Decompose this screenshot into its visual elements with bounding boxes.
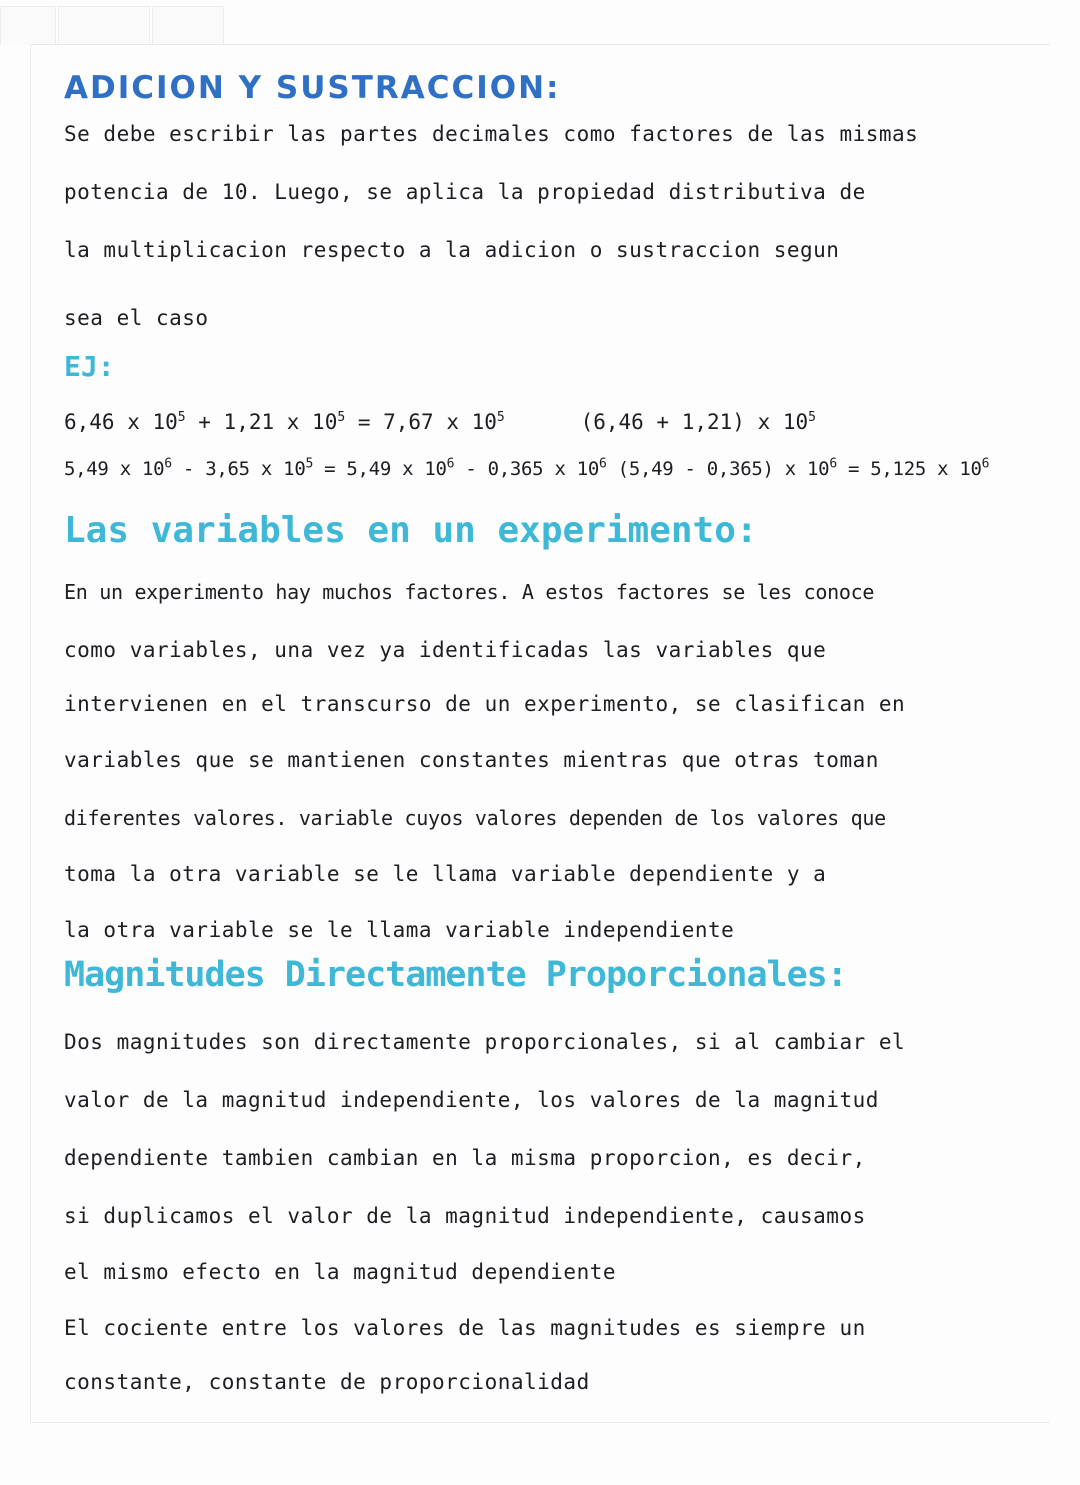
page-border-bottom [30,1422,1050,1423]
equation-term: + 1,21 x 10 [185,410,338,434]
page-tab [58,6,150,45]
exponent: 6 [981,456,990,472]
text-line: si duplicamos el valor de la magnitud independiente, causamos [64,1204,866,1228]
equation-term: (5,49 - 0,365) x 10 [606,458,830,480]
text-line: la otra variable se le llama variable independiente [64,918,735,942]
equation-term: = 5,125 x 10 [836,458,982,480]
text-line: valor de la magnitud independiente, los valores de la magnitud [64,1088,879,1112]
text-line: constante, constante de proporcionalidad [64,1370,590,1394]
exponent: 6 [829,456,837,472]
equation-term: (6,46 + 1,21) x 10 [504,410,809,434]
page-border-top [30,44,1050,45]
equation-term: = 5,49 x 10 [313,458,447,480]
exponent: 5 [177,410,186,425]
text-line: Dos magnitudes son directamente proporcionales, si al cambiar el [64,1030,906,1054]
exponent: 5 [808,410,816,425]
exponent: 5 [305,456,313,472]
exponent: 5 [337,410,346,425]
exponent: 6 [599,456,607,472]
exponent: 6 [164,456,172,472]
text-line: potencia de 10. Luego, se aplica la propiedad distributiva de [64,180,866,204]
text-line: El cociente entre los valores de las magnitudes es siempre un [64,1316,866,1340]
text-line: En un experimento hay muchos factores. A estos factores se les conoce [64,580,875,604]
equation-term: 5,49 x 10 [64,458,165,480]
heading-ejemplo: EJ: [64,350,115,383]
text-line: Se debe escribir las partes decimales como factores de las mismas [64,122,919,146]
heading-adicion-sustraccion: ADICION Y SUSTRACCION: [64,70,561,106]
page-tab [152,6,224,45]
text-line: el mismo efecto en la magnitud dependiente [64,1260,617,1284]
text-line: variables que se mantienen constantes mientras que otras toman [64,748,879,772]
text-line: la multiplicacion respecto a la adicion o sustraccion segun [64,238,840,262]
text-line: sea el caso [64,306,209,330]
text-line: dependiente tambien cambian en la misma proporcion, es decir, [64,1146,866,1170]
text-line: diferentes valores. variable cuyos valores dependen de los valores que [64,806,886,830]
equation-term: 6,46 x 10 [64,410,178,434]
page-border-left [30,44,31,1423]
heading-variables-experimento: Las variables en un experimento: [64,510,758,551]
text-line: como variables, una vez ya identificadas las variables que [64,638,827,662]
equation-term: - 3,65 x 10 [171,458,306,480]
equation-term: = 7,67 x 10 [345,410,497,434]
text-line: toma la otra variable se le llama variable dependiente y a [64,862,827,886]
exponent: 6 [446,456,455,472]
page-tab [0,6,56,45]
text-line: intervienen en el transcurso de un experimento, se clasifican en [64,692,906,716]
equation-term: - 0,365 x 10 [454,458,600,480]
heading-magnitudes-proporcionales: Magnitudes Directamente Proporcionales: [64,955,847,995]
equation-subtraction [64,458,989,480]
exponent: 5 [496,410,505,425]
equation-addition [64,410,816,434]
